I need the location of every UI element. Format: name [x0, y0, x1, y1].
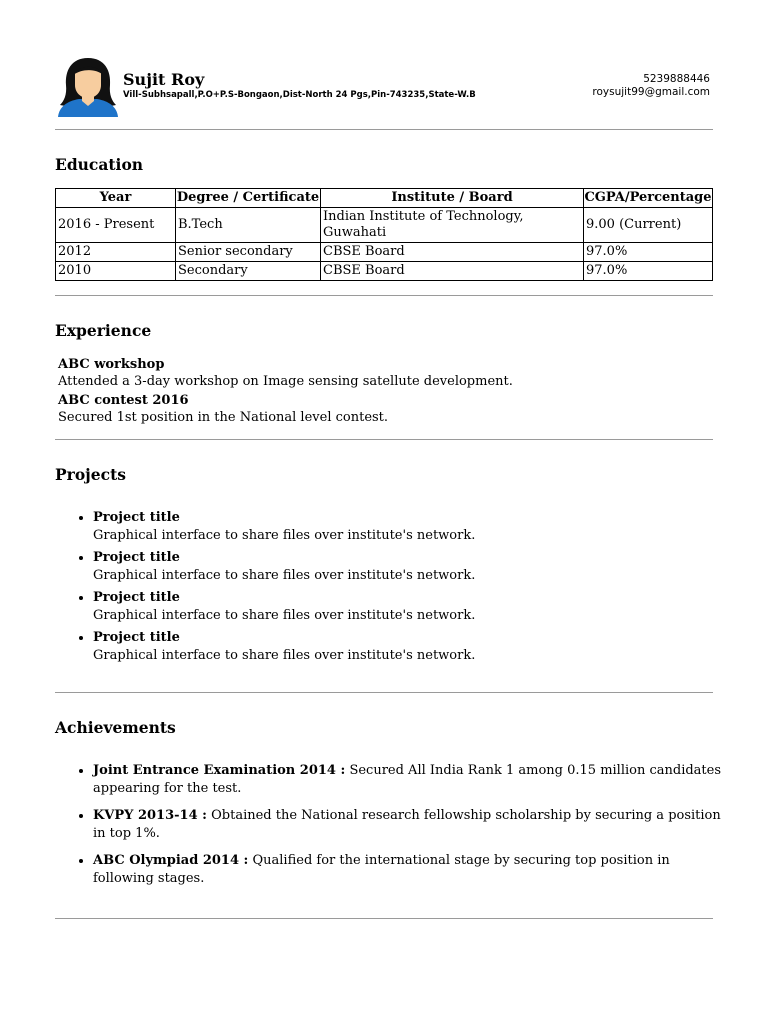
list-item	[93, 852, 731, 888]
address: Vill-Subhsapall,P.O+P.S-Bongaon,Dist-North 24 Pgs,Pin-743235,State-W.B	[123, 90, 476, 100]
table-cell: 2010	[56, 262, 176, 281]
table-cell: Secondary	[176, 262, 321, 281]
table-cell: Senior secondary	[176, 243, 321, 262]
list-item	[93, 589, 731, 625]
table-cell: CBSE Board	[321, 262, 584, 281]
table-cell: CBSE Board	[321, 243, 584, 262]
woman-avatar-icon	[55, 55, 121, 117]
experience-item	[58, 392, 388, 426]
table-row	[56, 243, 713, 262]
table-cell: 2012	[56, 243, 176, 262]
achievement-title: KVPY 2013-14 :	[93, 808, 207, 823]
section-divider	[55, 295, 713, 296]
section-divider	[55, 918, 713, 919]
projects-list	[75, 509, 731, 669]
table-row	[56, 208, 713, 243]
table-cell: 97.0%	[584, 262, 713, 281]
list-item	[93, 629, 731, 665]
experience-title: ABC contest 2016	[58, 393, 189, 408]
table-cell: 2016 - Present	[56, 208, 176, 243]
achievement-title: Joint Entrance Examination 2014 :	[93, 763, 346, 778]
table-row	[56, 262, 713, 281]
education-heading: Education	[55, 155, 144, 174]
section-divider	[55, 129, 713, 130]
experience-title: ABC workshop	[58, 357, 165, 372]
projects-heading: Projects	[55, 465, 126, 484]
list-item	[93, 509, 731, 545]
list-item	[93, 807, 731, 843]
achievement-description: Qualified for the international stage by securing top position in following stages.	[93, 853, 670, 886]
table-cell: 97.0%	[584, 243, 713, 262]
project-title: Project title	[93, 550, 180, 565]
column-header-year: Year	[56, 189, 176, 208]
section-divider	[55, 692, 713, 693]
column-header-score: CGPA/Percentage	[584, 189, 713, 208]
project-description: Graphical interface to share files over institute's network.	[93, 648, 476, 663]
project-description: Graphical interface to share files over institute's network.	[93, 528, 476, 543]
avatar	[55, 55, 121, 117]
education-table	[55, 188, 713, 281]
achievements-list	[75, 762, 731, 897]
achievement-description: Obtained the National research fellowship scholarship by securing a position in top 1%.	[93, 808, 721, 841]
achievements-heading: Achievements	[55, 718, 176, 737]
project-description: Graphical interface to share files over institute's network.	[93, 608, 476, 623]
achievement-title: ABC Olympiad 2014 :	[93, 853, 249, 868]
experience-description: Attended a 3-day workshop on Image sensing satellute development.	[58, 374, 513, 389]
experience-heading: Experience	[55, 321, 152, 340]
table-cell: B.Tech	[176, 208, 321, 243]
experience-item	[58, 356, 513, 390]
column-header-degree: Degree / Certificate	[176, 189, 321, 208]
contact-info	[592, 73, 710, 99]
email-address[interactable]: roysujit99@gmail.com	[592, 86, 710, 98]
section-divider	[55, 439, 713, 440]
table-header-row	[56, 189, 713, 208]
project-title: Project title	[93, 510, 180, 525]
project-title: Project title	[93, 630, 180, 645]
experience-description: Secured 1st position in the National level contest.	[58, 410, 389, 425]
table-cell: Indian Institute of Technology, Guwahati	[321, 208, 584, 243]
achievement-description: Secured All India Rank 1 among 0.15 million candidates appearing for the test.	[93, 763, 722, 796]
project-title: Project title	[93, 590, 180, 605]
list-item	[93, 762, 731, 798]
table-cell: 9.00 (Current)	[584, 208, 713, 243]
list-item	[93, 549, 731, 585]
candidate-name: Sujit Roy	[123, 70, 205, 89]
project-description: Graphical interface to share files over institute's network.	[93, 568, 476, 583]
column-header-institute: Institute / Board	[321, 189, 584, 208]
phone-number: 5239888446	[643, 73, 710, 85]
